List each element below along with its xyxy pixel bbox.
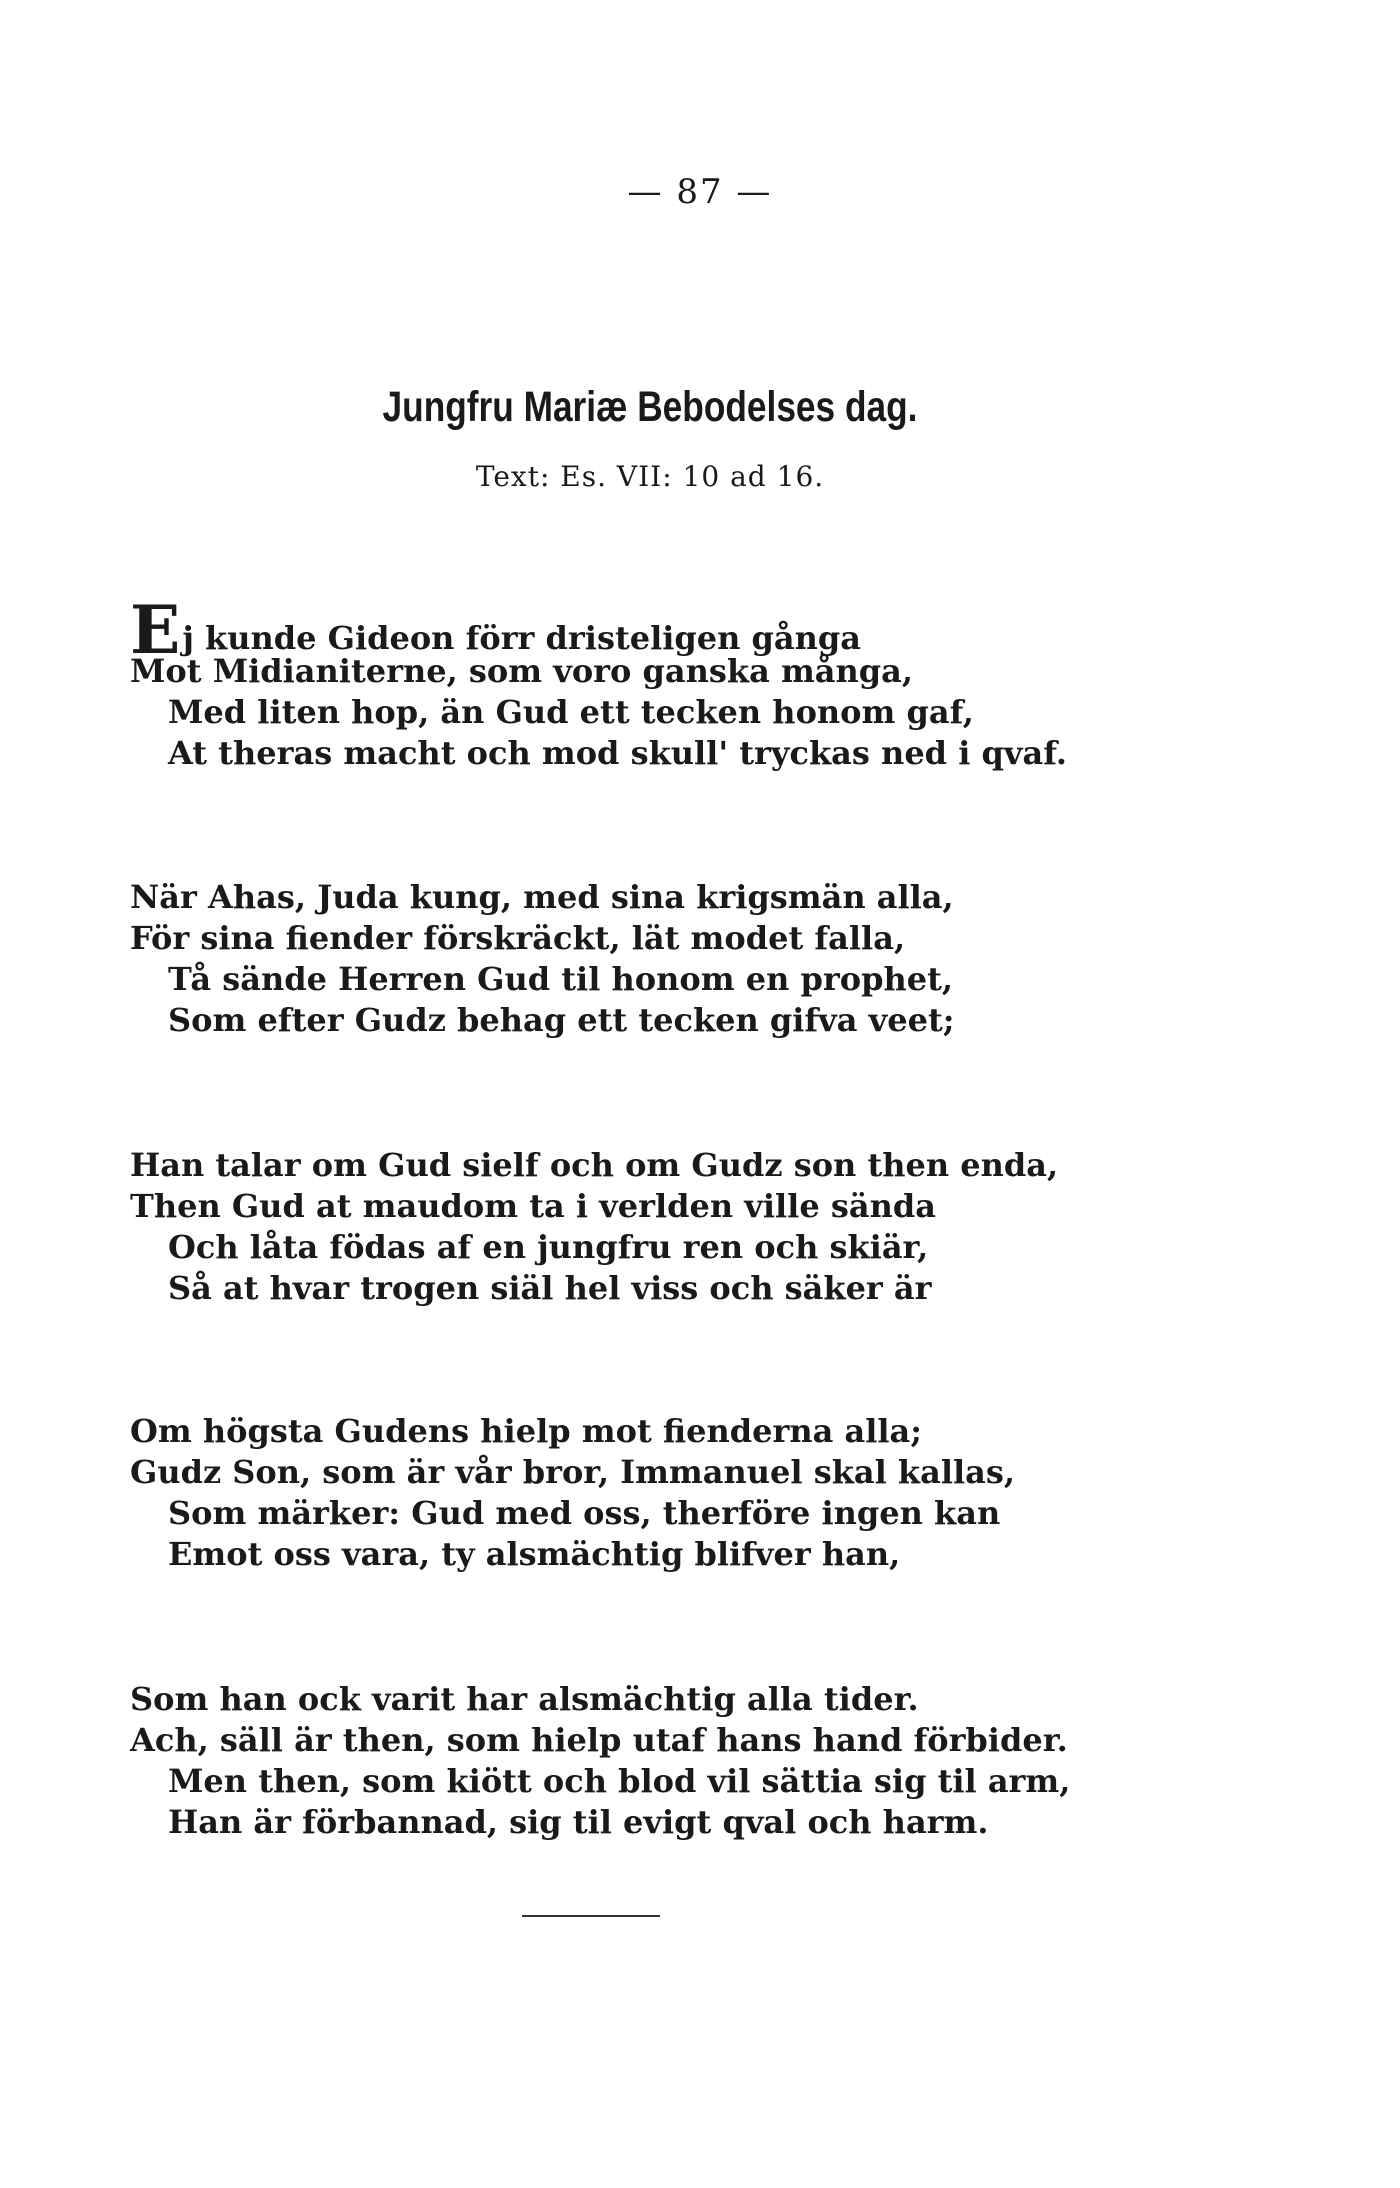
verse-line: Tå sände Herren Gud til honom en prophet, xyxy=(168,960,953,998)
stanza-2 xyxy=(130,877,1130,1041)
verse-line: Som han ock varit har alsmächtig alla tider. xyxy=(130,1680,919,1718)
stanza-4 xyxy=(130,1411,1130,1575)
scripture-reference: Text: Es. VII: 10 ad 16. xyxy=(475,460,825,493)
page-number: — 87 — xyxy=(627,172,773,212)
stanza-3 xyxy=(130,1145,1130,1309)
verse-line-text: j kunde Gideon förr dristeligen gånga xyxy=(182,619,862,657)
verse-line: Och låta födas af en jungfru ren och skiär, xyxy=(168,1228,929,1266)
verse-line: För sina fiender förskräckt, lät modet falla, xyxy=(130,919,906,957)
verse-line: När Ahas, Juda kung, med sina krigsmän alla, xyxy=(130,878,954,916)
page-title: Jungfru Mariæ Bebodelses dag. xyxy=(382,383,918,431)
verse-line: Gudz Son, som är vår bror, Immanuel skal kallas, xyxy=(130,1453,1016,1491)
verse-line: Men then, som kiött och blod vil sättia sig til arm, xyxy=(168,1762,1071,1800)
verse-line: At theras macht och mod skull' tryckas ned i qvaf. xyxy=(168,734,1067,772)
verse-line: Som efter Gudz behag ett tecken gifva veet; xyxy=(168,1001,955,1039)
verse-line: Om högsta Gudens hielp mot fienderna alla; xyxy=(130,1412,923,1450)
verse-line: Emot oss vara, ty alsmächtig blifver han, xyxy=(168,1535,901,1573)
verse-line: Mot Midianiterne, som voro ganska många, xyxy=(130,652,914,690)
verse-line: Han är förbannad, sig til evigt qval och harm. xyxy=(168,1803,989,1841)
verse-line: Med liten hop, än Gud ett tecken honom gaf, xyxy=(168,693,974,731)
verse-line: Som märker: Gud med oss, therföre ingen kan xyxy=(168,1494,1001,1532)
verse-line: Then Gud at maudom ta i verlden ville sända xyxy=(130,1187,936,1225)
stanza-5 xyxy=(130,1679,1130,1843)
closing-rule xyxy=(522,1915,660,1917)
stanza-1 xyxy=(130,591,1130,774)
verse-line: Så at hvar trogen siäl hel viss och säker är xyxy=(168,1269,932,1307)
verse-line: Ach, säll är then, som hielp utaf hans hand förbider. xyxy=(130,1721,1068,1759)
drop-cap: E xyxy=(130,591,181,669)
verse-line: Han talar om Gud sielf och om Gudz son then enda, xyxy=(130,1146,1059,1184)
verse-line xyxy=(130,591,1130,669)
